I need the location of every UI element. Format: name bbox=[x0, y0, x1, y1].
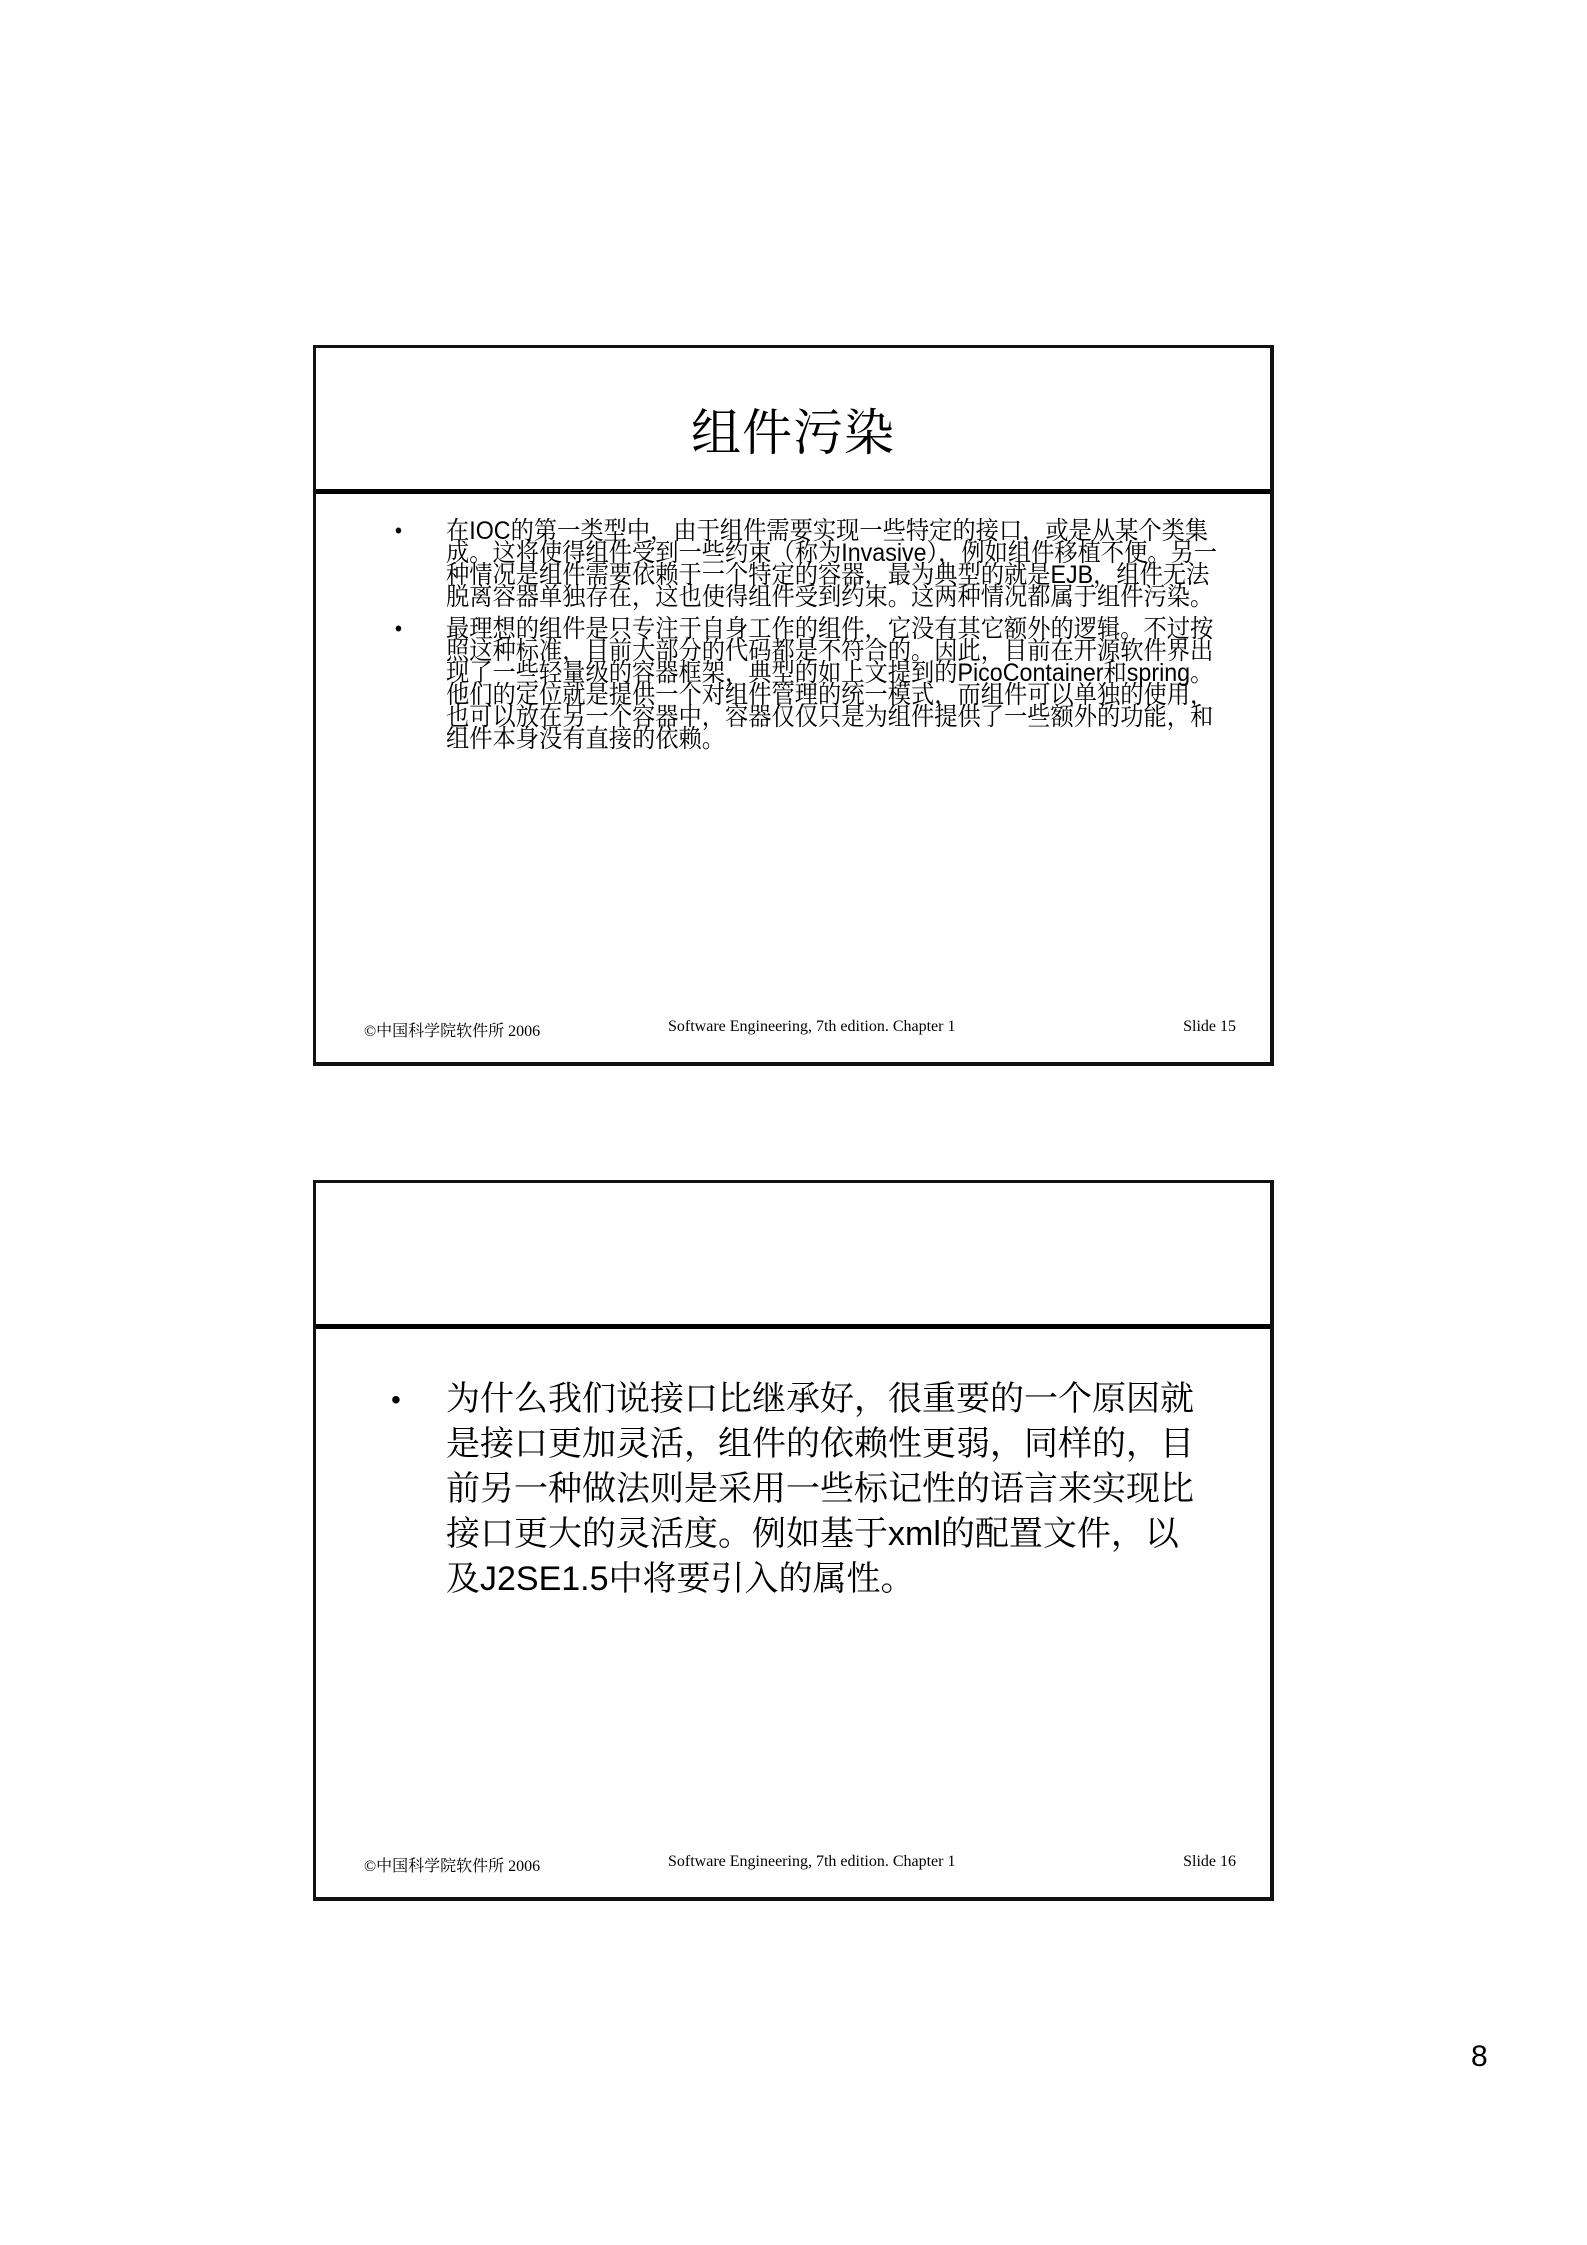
slide-title-area bbox=[316, 348, 1270, 489]
bullet-icon: • bbox=[391, 1384, 401, 1415]
bullet-text: 最理想的组件是只专注于自身工作的组件，它没有其它额外的逻辑。不过按照这种标准，目前大部分的代码都是不符合的。因此，目前在开源软件界出现了一些轻量级的容器框架，典型的如上文提到的PicoContainer和spring。他们的定位就是提供一个对组件管理的统一模式，而组件可以单独的使用，也可以放在另一个容器中，容器仅仅只是为组件提供了一些额外的功能，和组件本身没有直接的依赖。 bbox=[446, 615, 1214, 753]
slide-15 bbox=[313, 345, 1274, 1066]
bullet-icon: • bbox=[394, 616, 403, 641]
bullet-icon: • bbox=[394, 518, 403, 543]
footer-slide-number: Slide 16 bbox=[1183, 1853, 1236, 1870]
bullet-item bbox=[394, 517, 1218, 611]
bullet-list bbox=[316, 1329, 1270, 1602]
footer-course: Software Engineering, 7th edition. Chapter 1 bbox=[668, 1853, 956, 1870]
bullet-text: 在IOC的第一类型中，由于组件需要实现一些特定的接口，或是从某个类集成。这将使得组件受到一些约束（称为Invasive），例如组件移植不便。另一种情况是组件需要依赖于一个特定的容器，最为典型的就是EJB，组件无法脱离容器单独存在，这也使得组件受到约束。这两种情况都属于组件污染。 bbox=[446, 517, 1218, 611]
slide-body bbox=[316, 494, 1270, 760]
slide-footer bbox=[316, 1853, 1270, 1877]
slide-body bbox=[316, 1329, 1270, 1602]
slide-16 bbox=[313, 1180, 1274, 1901]
footer-copyright: ©中国科学院软件所 2006 bbox=[364, 1858, 541, 1875]
bullet-text: 为什么我们说接口比继承好，很重要的一个原因就是接口更加灵活，组件的依赖性更弱，同样的，目前另一种做法则是采用一些标记性的语言来实现比接口更大的灵活度。例如基于xml的配置文件，以及J2SE1.5中将要引入的属性。 bbox=[446, 1380, 1194, 1598]
slide-title-area bbox=[316, 1183, 1270, 1324]
slide-footer bbox=[316, 1018, 1270, 1042]
page-number: 8 bbox=[1471, 2040, 1488, 2073]
bullet-item bbox=[394, 615, 1218, 753]
footer-copyright: ©中国科学院软件所 2006 bbox=[364, 1023, 541, 1040]
bullet-list bbox=[316, 494, 1270, 753]
bullet-item bbox=[391, 1377, 1206, 1602]
slide-title: 组件污染 bbox=[691, 404, 895, 461]
footer-slide-number: Slide 15 bbox=[1183, 1018, 1236, 1035]
footer-course: Software Engineering, 7th edition. Chapter 1 bbox=[668, 1018, 956, 1035]
